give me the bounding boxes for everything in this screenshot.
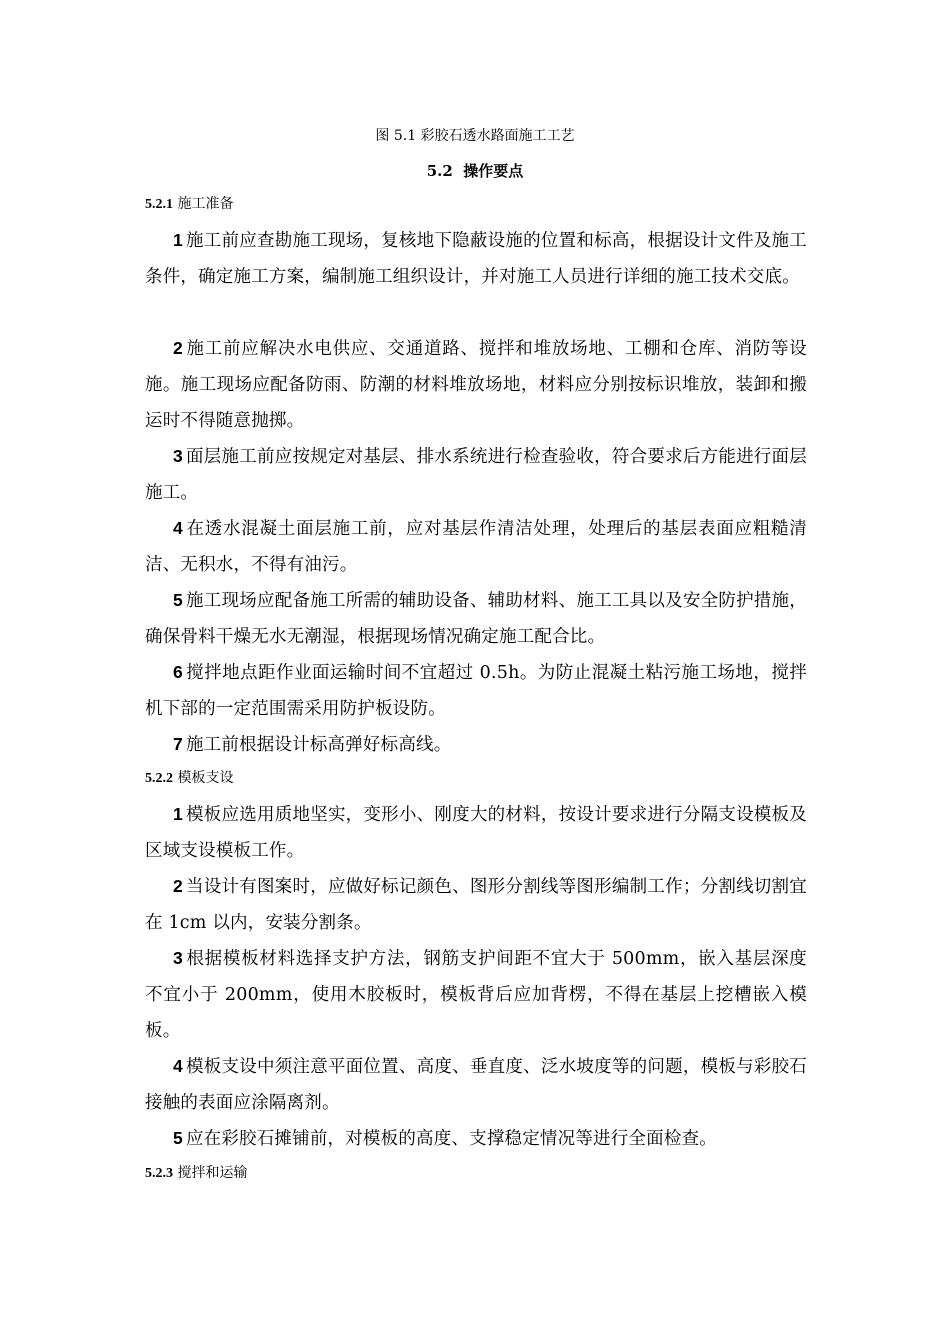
subsection-title: 搅拌和运输 xyxy=(177,1165,248,1181)
paragraph-item xyxy=(145,582,807,655)
paragraph-item xyxy=(145,1048,807,1121)
item-text: 施工前应查勘施工现场，复核地下隐蔽设施的位置和标高，根据设计文件及施工条件，确定施工方案，编制施工组织设计，并对施工人员进行详细的施工技术交底。 xyxy=(145,231,807,287)
item-text: 在透水混凝土面层施工前，应对基层作清洁处理，处理后的基层表面应粗糙清洁、无积水，不得有油污。 xyxy=(145,519,807,575)
section-number: 5.2 xyxy=(426,162,453,180)
subsection-number: 5.2.3 xyxy=(145,1166,173,1181)
item-number: 3 xyxy=(173,948,183,968)
paragraph-item xyxy=(145,726,807,763)
paragraph-item xyxy=(145,654,807,727)
section-title: 操作要点 xyxy=(463,162,524,180)
item-number: 1 xyxy=(173,230,183,250)
paragraph-item xyxy=(145,438,807,511)
item-text: 模板支设中须注意平面位置、高度、垂直度、泛水坡度等的问题，模板与彩胶石接触的表面应涂隔离剂。 xyxy=(145,1057,807,1113)
item-number: 2 xyxy=(173,338,183,358)
paragraph-item xyxy=(145,940,807,1049)
paragraph-item xyxy=(145,796,807,869)
item-text: 施工现场应配备施工所需的辅助设备、辅助材料、施工工具以及安全防护措施，确保骨料干燥无水无潮湿，根据现场情况确定施工配合比。 xyxy=(145,591,807,647)
item-text: 应在彩胶石摊铺前，对模板的高度、支撑稳定情况等进行全面检查。 xyxy=(185,1129,717,1149)
item-text: 面层施工前应按规定对基层、排水系统进行检查验收，符合要求后方能进行面层施工。 xyxy=(145,447,807,503)
item-number: 4 xyxy=(173,1056,183,1076)
item-number: 2 xyxy=(173,876,183,896)
paragraph-item xyxy=(145,868,807,941)
subsection-number: 5.2.2 xyxy=(145,771,173,786)
item-text: 当设计有图案时，应做好标记颜色、图形分割线等图形编制工作；分割线切割宜在 1cm 以内，安装分割条。 xyxy=(145,877,807,933)
item-number: 5 xyxy=(173,590,183,610)
section-heading xyxy=(0,160,950,182)
paragraph-item xyxy=(145,222,807,295)
subsection-title: 模板支设 xyxy=(177,770,234,786)
item-text: 根据模板材料选择支护方法，钢筋支护间距不宜大于 500mm，嵌入基层深度不宜小于 200mm，使用木胶板时，模板背后应加背楞，不得在基层上挖槽嵌入模板。 xyxy=(145,949,807,1041)
figure-caption: 图 5.1 彩胶石透水路面施工工艺 xyxy=(375,128,575,144)
subsection-title: 施工准备 xyxy=(177,196,234,212)
paragraph-item xyxy=(145,330,807,439)
item-text: 模板应选用质地坚实，变形小、刚度大的材料，按设计要求进行分隔支设模板及区域支设模板工作。 xyxy=(145,805,807,861)
item-text: 施工前根据设计标高弹好标高线。 xyxy=(185,735,452,755)
item-number: 3 xyxy=(173,446,183,466)
item-number: 6 xyxy=(173,662,183,682)
paragraph-item xyxy=(145,510,807,583)
item-text: 施工前应解决水电供应、交通道路、搅拌和堆放场地、工棚和仓库、消防等设施。施工现场应配备防雨、防潮的材料堆放场地，材料应分别按标识堆放，装卸和搬运时不得随意抛掷。 xyxy=(145,339,807,431)
item-number: 5 xyxy=(173,1128,183,1148)
item-number: 1 xyxy=(173,804,183,824)
item-number: 7 xyxy=(173,734,183,754)
item-number: 4 xyxy=(173,518,183,538)
subsection-number: 5.2.1 xyxy=(145,197,173,212)
subsection-heading-5-2-2 xyxy=(145,768,805,789)
item-text: 搅拌地点距作业面运输时间不宜超过 0.5h。为防止混凝土粘污施工场地，搅拌机下部的一定范围需采用防护板设防。 xyxy=(145,663,807,719)
subsection-heading-5-2-3 xyxy=(145,1163,805,1184)
paragraph-item xyxy=(145,1120,807,1157)
subsection-heading-5-2-1 xyxy=(145,194,805,215)
